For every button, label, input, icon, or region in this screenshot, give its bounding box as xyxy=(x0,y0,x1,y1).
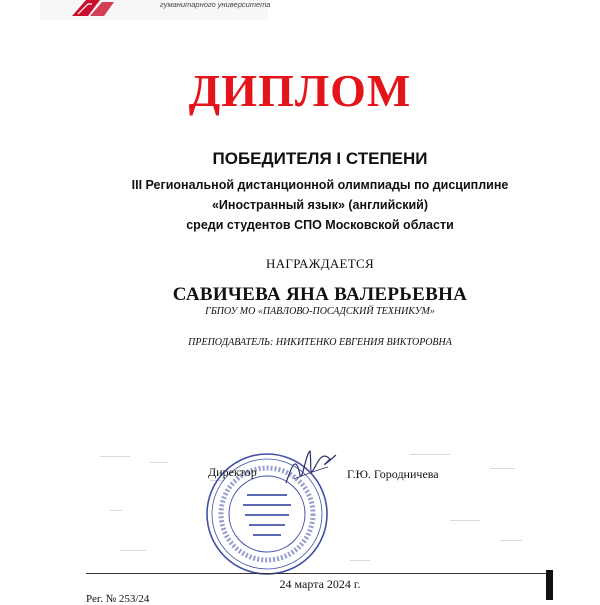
director-name: Г.Ю. Городничева xyxy=(347,467,439,481)
registration-number: Рег. № 253/24 xyxy=(86,593,150,605)
university-caption: гуманитарного университета xyxy=(160,0,271,9)
recipient-organization: ГБПОУ МО «ПАВЛОВО-ПОСАДСКИЙ ТЕХНИКУМ» xyxy=(205,306,435,317)
university-logo-icon xyxy=(72,0,114,16)
border-mark xyxy=(546,570,553,600)
director-label: Директор xyxy=(208,465,257,479)
award-degree: ПОБЕДИТЕЛЯ I СТЕПЕНИ xyxy=(212,149,428,168)
issue-date: 24 марта 2024 г. xyxy=(279,577,361,591)
event-line: среди студентов СПО Московской области xyxy=(186,218,454,232)
director-signature xyxy=(280,445,340,490)
event-line: «Иностранный язык» (английский) xyxy=(211,198,429,212)
diploma-title: ДИПЛОМ xyxy=(188,65,412,116)
event-line: III Региональной дистанционной олимпиады по дисциплине xyxy=(131,178,509,192)
footer-divider xyxy=(86,573,552,574)
teacher-name: ПРЕПОДАВАТЕЛЬ: НИКИТЕНКО ЕВГЕНИЯ ВИКТОРОВНА xyxy=(188,337,452,348)
recipient-name: САВИЧЕВА ЯНА ВАЛЕРЬЕВНА xyxy=(172,284,468,305)
awarded-label: НАГРАЖДАЕТСЯ xyxy=(266,256,374,271)
